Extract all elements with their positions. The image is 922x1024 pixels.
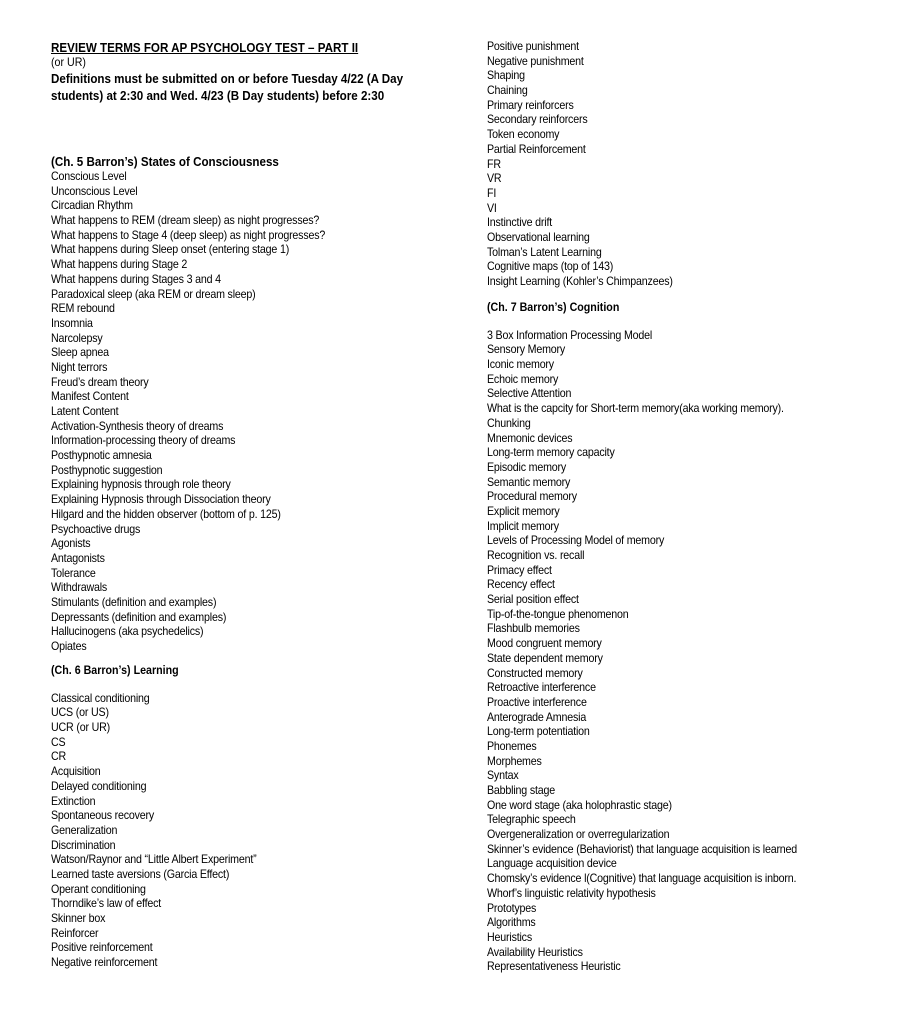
term-item: VI — [487, 201, 497, 215]
ch6-heading: (Ch. 6 Barron’s) Learning — [51, 663, 179, 677]
document-subtitle: (or UR) — [51, 56, 86, 69]
ch5-term-list — [51, 170, 461, 655]
ch7-term-list — [487, 329, 917, 975]
term-item: What happens during Stages 3 and 4 — [51, 272, 221, 286]
term-item: Spontaneous recovery — [51, 809, 155, 823]
term-item: REM rebound — [51, 302, 115, 316]
term-item: What happens to Stage 4 (deep sleep) as night progresses? — [51, 228, 326, 242]
term-item: Cognitive maps (top of 143) — [487, 260, 614, 274]
right-column — [487, 40, 917, 975]
term-item: UCR (or UR) — [51, 721, 111, 735]
term-item: Negative reinforcement — [51, 956, 158, 970]
term-item: Token economy — [487, 128, 560, 142]
term-item: One word stage (aka holophrastic stage) — [487, 798, 672, 812]
term-item: Morphemes — [487, 754, 542, 768]
term-item: Chunking — [487, 416, 531, 430]
term-item: Tip-of-the-tongue phenomenon — [487, 607, 629, 621]
ch7-heading: (Ch. 7 Barron’s) Cognition — [487, 300, 620, 314]
term-item: Reinforcer — [51, 926, 99, 940]
term-item: Flashbulb memories — [487, 622, 580, 636]
term-item: Selective Attention — [487, 387, 572, 401]
deadline-notice-line-2: students) at 2:30 and Wed. 4/23 (B Day students) before 2:30 — [51, 88, 385, 103]
term-item: Proactive interference — [487, 695, 587, 709]
term-item: Constructed memory — [487, 666, 583, 680]
term-item: Depressants (definition and examples) — [51, 610, 227, 624]
term-item: Insight Learning (Kohler’s Chimpanzees) — [487, 275, 673, 288]
term-item: Sleep apnea — [51, 346, 109, 360]
term-item: Negative punishment — [487, 54, 584, 68]
term-item: Language acquisition device — [487, 857, 617, 871]
term-item: Availability Heuristics — [487, 945, 583, 959]
term-item: Prototypes — [487, 901, 537, 915]
term-item: Agonists — [51, 537, 91, 551]
document-title: REVIEW TERMS FOR AP PSYCHOLOGY TEST – PART II — [51, 40, 359, 55]
term-item: Freud’s dream theory — [51, 375, 149, 389]
term-item: Sensory Memory — [487, 343, 566, 357]
term-item: Mood congruent memory — [487, 637, 602, 651]
term-item: Primacy effect — [487, 563, 552, 577]
term-item: 3 Box Information Processing Model — [487, 328, 653, 342]
term-item: Paradoxical sleep (aka REM or dream sleep) — [51, 287, 256, 301]
term-item: VR — [487, 172, 502, 186]
term-item: Tolerance — [51, 566, 96, 580]
term-item: Activation-Synthesis theory of dreams — [51, 419, 224, 433]
spacer — [51, 104, 461, 153]
term-item: Anterograde Amnesia — [487, 710, 587, 724]
term-item: Chomsky’s evidence l(Cognitive) that language acquisition is inborn. — [487, 872, 797, 886]
term-item: Acquisition — [51, 765, 101, 779]
term-item: Episodic memory — [487, 460, 567, 474]
term-item: Recognition vs. recall — [487, 549, 585, 562]
term-item: What happens to REM (dream sleep) as night progresses? — [51, 214, 320, 228]
term-item: Thorndike’s law of effect — [51, 897, 162, 911]
term-item: Skinner’s evidence (Behaviorist) that language acquisition is learned — [487, 842, 798, 856]
term-item: UCS (or US) — [51, 706, 109, 720]
term-item: Long-term memory capacity — [487, 446, 615, 460]
term-item: Posthypnotic suggestion — [51, 463, 163, 477]
spacer — [487, 290, 917, 300]
term-item: Information-processing theory of dreams — [51, 434, 236, 448]
term-item: Delayed conditioning — [51, 779, 147, 793]
term-item: Stimulants (definition and examples) — [51, 595, 217, 609]
term-item: Positive reinforcement — [51, 941, 153, 955]
term-item: Antagonists — [51, 551, 105, 565]
term-item: Secondary reinforcers — [487, 113, 588, 127]
term-item: Implicit memory — [487, 519, 559, 533]
term-item: FR — [487, 157, 501, 171]
term-item: Conscious Level — [51, 170, 127, 183]
term-item: Narcolepsy — [51, 331, 103, 345]
term-item: Procedural memory — [487, 490, 577, 504]
term-item: Opiates — [51, 640, 87, 653]
term-item: Semantic memory — [487, 475, 571, 489]
term-item: Explaining Hypnosis through Dissociation theory — [51, 493, 271, 507]
left-column — [51, 40, 461, 971]
ch6-term-list-right — [487, 40, 917, 290]
term-item: Chaining — [487, 84, 528, 98]
term-item: Withdrawals — [51, 581, 108, 595]
term-item: Night terrors — [51, 360, 108, 374]
term-item: Instinctive drift — [487, 216, 553, 230]
term-item: Explaining hypnosis through role theory — [51, 478, 231, 492]
spacer — [487, 315, 917, 329]
term-item: Posthypnotic amnesia — [51, 449, 152, 463]
term-item: Partial Reinforcement — [487, 142, 586, 156]
term-item: What is the capcity for Short-term memory(aka working memory). — [487, 402, 784, 416]
term-item: Discrimination — [51, 838, 116, 852]
term-item: Levels of Processing Model of memory — [487, 534, 665, 548]
term-item: CS — [51, 735, 66, 749]
ch6-term-list-left — [51, 692, 461, 971]
term-item: Skinner box — [51, 912, 106, 925]
term-item: Babbling stage — [487, 784, 556, 797]
term-item: Algorithms — [487, 916, 536, 930]
term-item: Hallucinogens (aka psychedelics) — [51, 625, 204, 639]
term-item: Long-term potentiation — [487, 725, 590, 739]
term-item: Learned taste aversions (Garcia Effect) — [51, 867, 230, 881]
term-item: State dependent memory — [487, 651, 603, 665]
term-item: Recency effect — [487, 578, 555, 592]
term-item: What happens during Sleep onset (entering stage 1) — [51, 243, 290, 257]
spacer — [51, 655, 461, 663]
term-item: Representativeness Heuristic — [487, 960, 621, 974]
term-item: Extinction — [51, 794, 96, 808]
term-item: What happens during Stage 2 — [51, 258, 188, 272]
term-item: Primary reinforcers — [487, 98, 574, 112]
term-item: Shaping — [487, 69, 525, 83]
term-item: Watson/Raynor and “Little Albert Experiment” — [51, 853, 257, 867]
term-item: Telegraphic speech — [487, 813, 576, 827]
term-item: CR — [51, 750, 67, 764]
term-item: Positive punishment — [487, 40, 579, 53]
term-item: FI — [487, 186, 497, 200]
term-item: Whorf’s linguistic relativity hypothesis — [487, 886, 656, 900]
term-item: Phonemes — [487, 739, 537, 753]
term-item: Overgeneralization or overregularization — [487, 828, 670, 842]
term-item: Circadian Rhythm — [51, 199, 133, 213]
term-item: Explicit memory — [487, 504, 560, 518]
term-item: Observational learning — [487, 230, 590, 244]
term-item: Operant conditioning — [51, 882, 146, 896]
term-item: Hilgard and the hidden observer (bottom of p. 125) — [51, 507, 281, 521]
term-item: Iconic memory — [487, 358, 554, 372]
term-item: Insomnia — [51, 316, 93, 330]
term-item: Mnemonic devices — [487, 431, 573, 445]
spacer — [51, 678, 461, 692]
term-item: Unconscious Level — [51, 184, 138, 198]
ch5-heading: (Ch. 5 Barron’s) States of Consciousness — [51, 154, 279, 169]
term-item: Tolman’s Latent Learning — [487, 245, 602, 259]
term-item: Classical conditioning — [51, 691, 150, 705]
deadline-notice-line-1: Definitions must be submitted on or before Tuesday 4/22 (A Day — [51, 71, 404, 86]
term-item: Serial position effect — [487, 593, 579, 607]
term-item: Syntax — [487, 769, 519, 783]
term-item: Manifest Content — [51, 390, 129, 404]
term-item: Retroactive interference — [487, 681, 596, 695]
term-item: Generalization — [51, 823, 118, 837]
term-item: Echoic memory — [487, 372, 559, 386]
term-item: Latent Content — [51, 405, 119, 418]
term-item: Psychoactive drugs — [51, 522, 141, 536]
term-item: Heuristics — [487, 930, 532, 944]
